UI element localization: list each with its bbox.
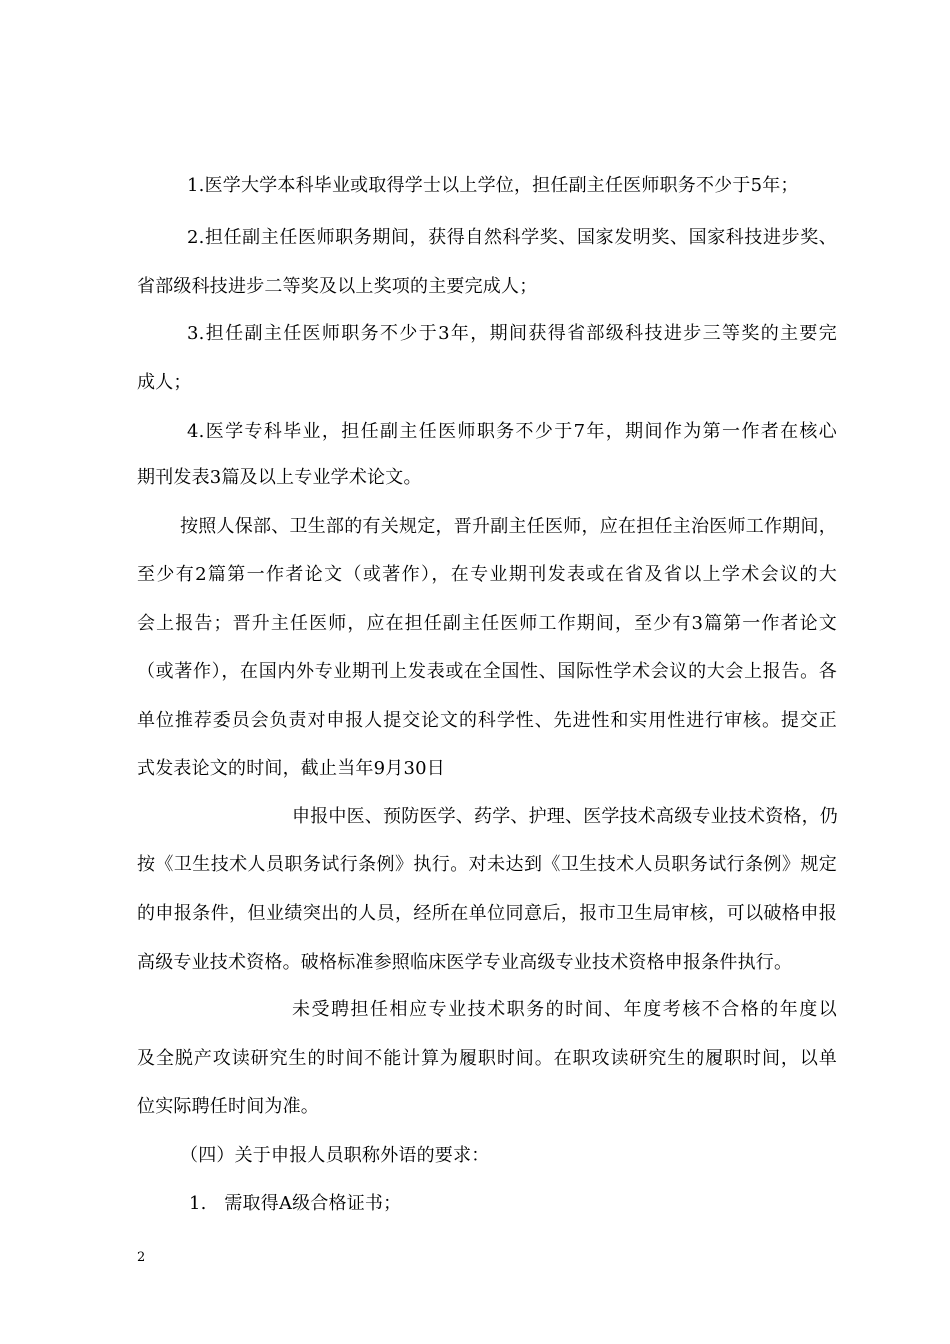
text-line-13: 式发表论文的时间，截止当年9月30日 (137, 758, 445, 779)
text-line-8: 按照人保部、卫生部的有关规定，晋升副主任医师，应在担任主治医师工作期间， (180, 516, 837, 537)
text-line-5: 成人； (137, 372, 192, 393)
text-line-10: 会上报告；晋升主任医师，应在担任副主任医师工作期间，至少有3篇第一作者论文 (137, 613, 837, 634)
text-line-2: 2.担任副主任医师职务期间，获得自然科学奖、国家发明奖、国家科技进步奖、 (187, 227, 837, 248)
text-line-7: 期刊发表3篇及以上专业学术论文。 (137, 467, 422, 488)
text-line-9: 至少有2篇第一作者论文（或著作），在专业期刊发表或在省及省以上学术会议的大 (137, 564, 837, 585)
text-line-11: （或著作），在国内外专业期刊上发表或在全国性、国际性学术会议的大会上报告。各 (137, 661, 837, 682)
page-number: 2 (137, 1250, 146, 1265)
text-line-22: 1. 需取得A级合格证书； (189, 1193, 402, 1214)
text-line-19: 及全脱产攻读研究生的时间不能计算为履职时间。在职攻读研究生的履职时间，以单 (137, 1048, 837, 1069)
section-heading-foreign-language: （四）关于申报人员职称外语的要求： (180, 1145, 490, 1166)
text-line-6: 4.医学专科毕业，担任副主任医师职务不少于7年，期间作为第一作者在核心 (187, 421, 837, 442)
text-line-18: 未受聘担任相应专业技术职务的时间、年度考核不合格的年度以 (292, 999, 837, 1020)
text-line-1: 1.医学大学本科毕业或取得学士以上学位，担任副主任医师职务不少于5年； (187, 175, 799, 196)
text-line-15: 按《卫生技术人员职务试行条例》执行。对未达到《卫生技术人员职务试行条例》规定 (137, 854, 837, 875)
text-line-4: 3.担任副主任医师职务不少于3年，期间获得省部级科技进步三等奖的主要完 (187, 323, 837, 344)
text-line-20: 位实际聘任时间为准。 (137, 1096, 319, 1117)
text-line-16: 的申报条件，但业绩突出的人员，经所在单位同意后，报市卫生局审核，可以破格申报 (137, 903, 837, 924)
text-line-17: 高级专业技术资格。破格标准参照临床医学专业高级专业技术资格申报条件执行。 (137, 952, 793, 973)
text-line-12: 单位推荐委员会负责对申报人提交论文的科学性、先进性和实用性进行审核。提交正 (137, 710, 837, 731)
text-line-14: 申报中医、预防医学、药学、护理、医学技术高级专业技术资格，仍 (292, 806, 838, 827)
text-line-3: 省部级科技进步二等奖及以上奖项的主要完成人； (137, 276, 538, 297)
